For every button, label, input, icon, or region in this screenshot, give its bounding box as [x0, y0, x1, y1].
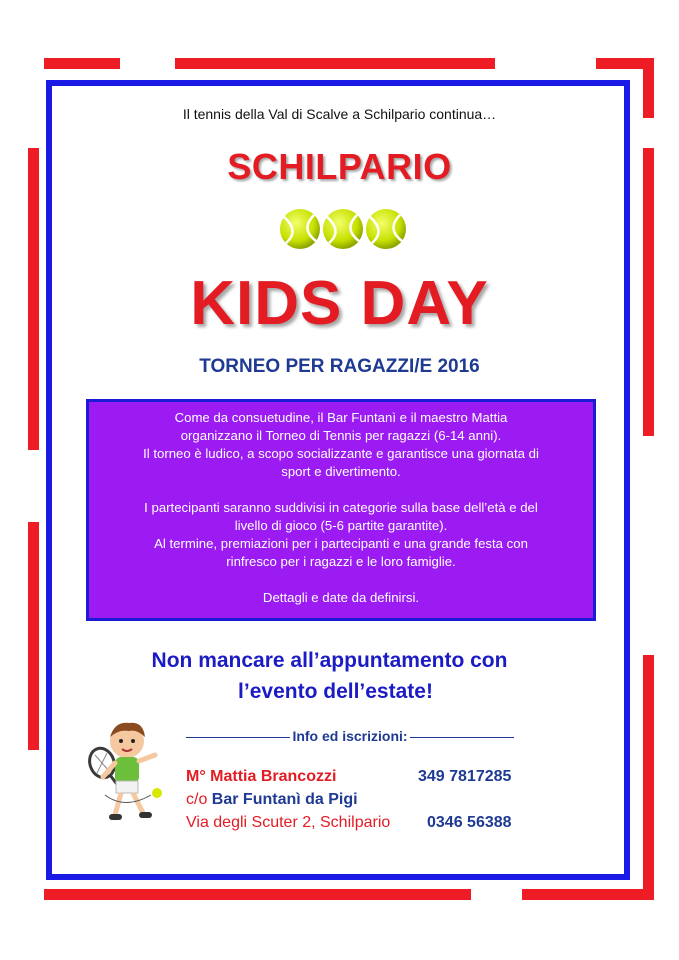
box-line: sport e divertimento.	[281, 464, 401, 479]
frame-bar-bottom-left	[44, 889, 471, 900]
box-line: Come da consuetudine, il Bar Funtanì e il maestro Mattia	[174, 410, 508, 425]
box-line: I partecipanti saranno suddivisi in categorie sulla base dell’età e del	[144, 500, 538, 515]
info-label: Info ed iscrizioni:	[292, 728, 408, 744]
box-line: rinfresco per i ragazzi e le loro famiglie.	[226, 554, 456, 569]
box-line: Dettagli e date da definirsi.	[262, 590, 420, 605]
contact-venue: Bar Funtanì da Pigi	[211, 791, 358, 808]
kid-tennis-player-icon	[85, 715, 170, 830]
cta-line-1: Non mancare all’appuntamento con	[151, 649, 508, 672]
frame-bar-top-middle	[175, 58, 495, 69]
contact-phone-mobile[interactable]: 349 7817285	[418, 768, 512, 785]
town-title: SCHILPARIO	[227, 146, 452, 187]
frame-bar-left-lower	[28, 522, 39, 750]
frame-bar-bottom-right	[522, 889, 654, 900]
box-line: livello di gioco (5-6 partite garantite).	[234, 518, 448, 533]
contact-name: M° Mattia Brancozzi	[186, 768, 337, 785]
contact-phone-landline[interactable]: 0346 56388	[427, 814, 512, 831]
frame-bar-top-left	[44, 58, 120, 69]
contact-address: Via degli Scuter 2, Schilpario	[186, 814, 391, 831]
main-title: KIDS DAY	[190, 269, 489, 338]
contact-venue-line: c/o Bar Funtanì da Pigi	[186, 791, 358, 808]
box-line: Al termine, premiazioni per i partecipanti e una grande festa con	[154, 536, 528, 551]
intro-text: Il tennis della Val di Scalve a Schilpario continua…	[182, 106, 497, 122]
subtitle: TORNEO PER RAGAZZI/E 2016	[199, 356, 480, 377]
box-line: organizzano il Torneo di Tennis per ragazzi (6-14 anni).	[180, 428, 502, 443]
info-box	[86, 399, 596, 621]
tennis-balls-icon	[278, 207, 408, 251]
cta-line-2: l’evento dell’estate!	[238, 680, 433, 703]
box-line: Il torneo è ludico, a scopo socializzante e garantisce una giornata di	[143, 446, 539, 461]
